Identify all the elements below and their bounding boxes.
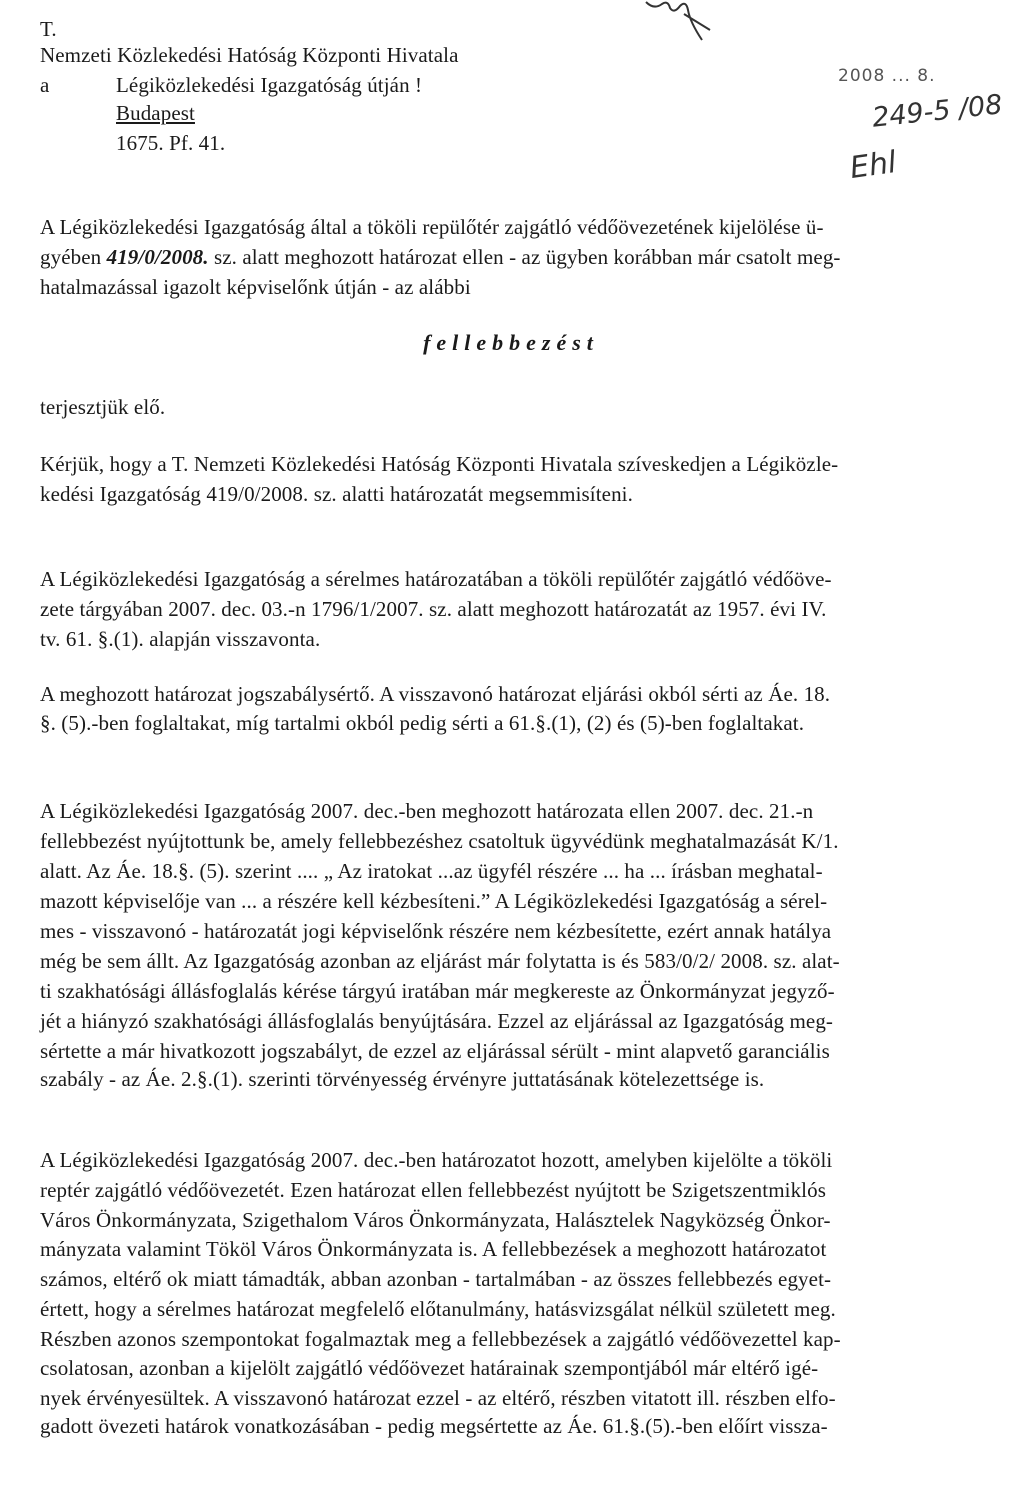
para3-line: sértette a már hivatkozott jogszabályt, de ezzel az eljárással sérült - mint alapvető garanciális bbox=[40, 1039, 830, 1063]
para4-line: értett, hogy a sérelmes határozat megfelelő előtanulmány, hatásvizsgálat nélkül született meg. bbox=[40, 1297, 836, 1321]
intro-line-3: hatalmazással igazolt képviselőnk útján - az alábbi bbox=[40, 275, 471, 299]
para1-line: zete tárgyában 2007. dec. 03.-n 1796/1/2007. sz. alatt meghozott határozatát az 1957. évi IV. bbox=[40, 597, 827, 621]
para4-line: mányzata valamint Tököl Város Önkormányzata is. A fellebbezések a meghozott határozatot bbox=[40, 1237, 827, 1261]
para4-line: nyek érvényesültek. A visszavonó határozat ezzel - az eltérő, részben vitatott ill. részben elfo- bbox=[40, 1386, 836, 1410]
request-line-2: kedési Igazgatóság 419/0/2008. sz. alatti határozatát megsemmisíteni. bbox=[40, 482, 633, 506]
decision-reference: 419/0/2008. bbox=[106, 245, 209, 269]
handwritten-file-number: 249-5 /08 bbox=[870, 89, 1004, 134]
para4-line: számos, eltérő ok miatt támadták, abban azonban - tartalmában - az összes fellebbezés egyet- bbox=[40, 1267, 832, 1291]
para4-line: Részben azonos szempontokat fogalmaztak meg a fellebbezések a zajgátló védőövezettel kap- bbox=[40, 1327, 841, 1351]
para3-line: szabály - az Áe. 2.§.(1). szerinti törvényesség érvényre juttatásának kötelezettsége is. bbox=[40, 1067, 765, 1091]
para2-line: §. (5).-ben foglaltakat, míg tartalmi okból pedig sérti a 61.§.(1), (2) és (5)-ben foglaltakat. bbox=[40, 711, 805, 735]
via-directorate: Légiközlekedési Igazgatóság útján ! bbox=[116, 73, 423, 97]
submit-line: terjesztjük elő. bbox=[40, 395, 166, 419]
para4-line: csolatosan, azonban a kijelölt zajgátló védőövezet határainak szempontjából már eltérő igé- bbox=[40, 1356, 819, 1380]
para4-line: Város Önkormányzata, Szigethalom Város Önkormányzata, Halásztelek Nagyközség Önkor- bbox=[40, 1208, 831, 1232]
para3-line: fellebbezést nyújtottunk be, amely fellebbezéshez csatoltuk ügyvédünk meghatalmazását K/1. bbox=[40, 829, 839, 853]
document-title: fellebbezést bbox=[423, 330, 599, 355]
para1-line: tv. 61. §.(1). alapján visszavonta. bbox=[40, 627, 321, 651]
para3-line: A Légiközlekedési Igazgatóság 2007. dec.-ben meghozott határozata ellen 2007. dec. 21.-n bbox=[40, 799, 814, 823]
para1-line: A Légiközlekedési Igazgatóság a sérelmes határozatában a tököli repülőtér zajgátló védőöve- bbox=[40, 567, 832, 591]
intro-line-2 bbox=[40, 244, 841, 270]
para4-line: reptér zajgátló védőövezetét. Ezen határozat ellen fellebbezést nyújtott be Szigetszentmiklós bbox=[40, 1178, 826, 1202]
address-city: Budapest bbox=[116, 101, 195, 125]
para4-line: gadott övezeti határok vonatkozásában - pedig megsértette az Áe. 61.§.(5).-ben előírt vissza- bbox=[40, 1414, 828, 1438]
signature-scribble bbox=[640, 0, 720, 45]
via-prefix: a bbox=[40, 73, 50, 97]
para3-line: jét a hiányzó szakhatósági állásfoglalás benyújtására. Ezzel az eljárással az Igazgatóság meg- bbox=[40, 1009, 834, 1033]
received-stamp-date: 2008 ... 8. bbox=[838, 66, 936, 86]
addressee-org: Nemzeti Közlekedési Hatóság Központi Hivatala bbox=[40, 43, 459, 67]
para2-line: A meghozott határozat jogszabálysértő. A visszavonó határozat eljárási okból sérti az Áe. 18. bbox=[40, 682, 831, 706]
para4-line: A Légiközlekedési Igazgatóság 2007. dec.-ben határozatot hozott, amelyben kijelölte a tököli bbox=[40, 1148, 833, 1172]
para3-line: még be sem állt. Az Igazgatóság azonban az eljárást már folytatta is és 583/0/2/ 2008. sz. alat- bbox=[40, 949, 840, 973]
salutation: T. bbox=[40, 17, 57, 41]
request-line-1: Kérjük, hogy a T. Nemzeti Közlekedési Hatóság Központi Hivatala szíveskedjen a Légiközle- bbox=[40, 452, 839, 476]
intro-line-2-end: sz. alatt meghozott határozat ellen - az ügyben korábban már csatolt meg- bbox=[208, 245, 841, 269]
address-postal: 1675. Pf. 41. bbox=[116, 131, 226, 155]
intro-line-2-start: gyében bbox=[40, 245, 107, 269]
para3-line: mes - visszavonó - határozatát jogi képviselőnk részére nem kézbesítette, ezért annak hatálya bbox=[40, 919, 832, 943]
intro-line-1: A Légiközlekedési Igazgatóság által a tököli repülőtér zajgátló védőövezetének kijelölése ü- bbox=[40, 215, 824, 239]
para3-line: ti szakhatósági állásfoglalás kérése tárgyú iratában már megkereste az Önkormányzat jegyző- bbox=[40, 979, 835, 1003]
para3-line: alatt. Az Áe. 18.§. (5). szerint .... „ Az iratokat ...az ügyfél részére ... ha ... írásban meghatal- bbox=[40, 859, 823, 883]
handwritten-initials: Ehl bbox=[847, 144, 899, 187]
para3-line: mazott képviselője van ... a részére kell kézbesíteni.” A Légiközlekedési Igazgatóság a sérel- bbox=[40, 889, 828, 913]
